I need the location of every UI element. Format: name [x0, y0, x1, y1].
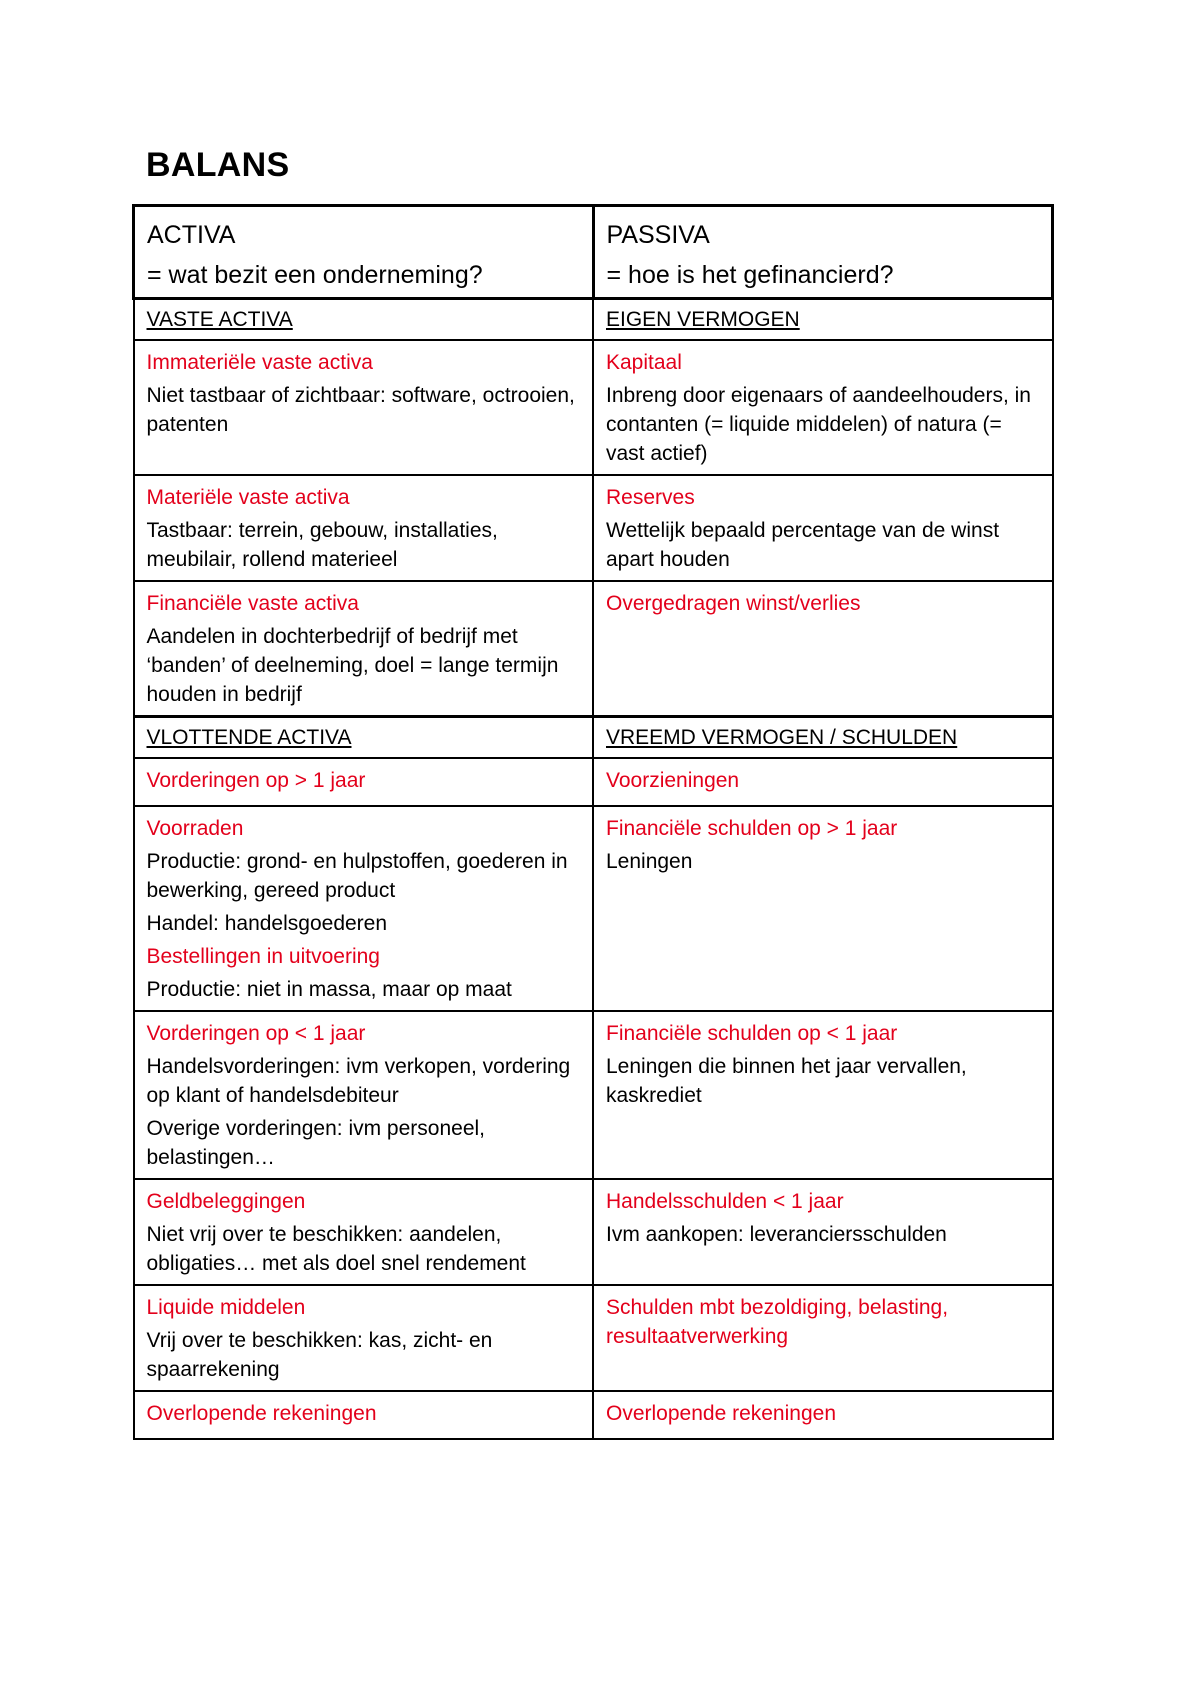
- activa-subtitle: = wat bezit een onderneming?: [147, 261, 483, 289]
- table-row: [134, 1285, 1053, 1391]
- section-header-row: [134, 299, 1053, 341]
- item-heading: Vorderingen op < 1 jaar: [146, 1022, 366, 1045]
- table-row: [134, 340, 1053, 475]
- table-row: [134, 806, 1053, 1011]
- item-heading: Handelsschulden < 1 jaar: [606, 1190, 844, 1213]
- section-heading: VREEMD VERMOGEN / SCHULDEN: [606, 726, 958, 749]
- table-row: [134, 1011, 1053, 1179]
- activa-cell: [134, 1011, 594, 1179]
- table-row: [134, 1179, 1053, 1285]
- activa-title: ACTIVA: [147, 221, 236, 249]
- activa-cell: [134, 758, 594, 806]
- passiva-cell: [593, 806, 1053, 1011]
- item-description: Aandelen in dochterbedrijf of bedrijf met ‘banden’ of deelneming, doel = lange termijn houden in bedrijf: [146, 625, 559, 706]
- item-heading: Financiële schulden op > 1 jaar: [606, 817, 898, 840]
- section-header-row: [134, 717, 1053, 759]
- section-header-cell-right: [593, 717, 1053, 759]
- item-description: Niet vrij over te beschikken: aandelen, obligaties… met als doel snel rendement: [146, 1223, 526, 1275]
- activa-cell: [134, 1391, 594, 1439]
- item-heading: Schulden mbt bezoldiging, belasting, resultaatverwerking: [606, 1296, 949, 1348]
- section-header-cell-left: [134, 299, 594, 341]
- activa-header-cell: [134, 206, 594, 299]
- item-description: Vrij over te beschikken: kas, zicht- en spaarrekening: [146, 1329, 493, 1381]
- item-heading: Immateriële vaste activa: [146, 351, 373, 374]
- passiva-cell: [593, 1179, 1053, 1285]
- activa-cell: [134, 1179, 594, 1285]
- item-description: Overige vorderingen: ivm personeel, belastingen…: [146, 1117, 486, 1169]
- activa-cell: [134, 340, 594, 475]
- item-description: Niet tastbaar of zichtbaar: software, octrooien, patenten: [146, 384, 575, 436]
- activa-cell: [134, 1285, 594, 1391]
- passiva-cell: [593, 475, 1053, 581]
- item-heading: Geldbeleggingen: [146, 1190, 306, 1213]
- table-row: [134, 758, 1053, 806]
- item-description: Leningen die binnen het jaar vervallen, kaskrediet: [606, 1055, 967, 1107]
- section-header-cell-left: [134, 717, 594, 759]
- page-title: BALANS: [146, 146, 290, 184]
- activa-cell: [134, 581, 594, 717]
- item-heading: Overlopende rekeningen: [606, 1402, 836, 1425]
- table-row: [134, 475, 1053, 581]
- item-heading: Kapitaal: [606, 351, 682, 374]
- item-heading: Voorraden: [146, 817, 244, 840]
- passiva-title: PASSIVA: [606, 221, 710, 249]
- passiva-cell: [593, 1011, 1053, 1179]
- passiva-cell: [593, 1285, 1053, 1391]
- balance-sheet-table: [132, 204, 1054, 1440]
- item-description: Productie: niet in massa, maar op maat: [146, 978, 512, 1001]
- item-heading: Overgedragen winst/verlies: [606, 592, 861, 615]
- activa-cell: [134, 806, 594, 1011]
- passiva-cell: [593, 340, 1053, 475]
- item-description: Tastbaar: terrein, gebouw, installaties, meubilair, rollend materieel: [146, 519, 498, 571]
- table-row: [134, 581, 1053, 717]
- table-row: [134, 1391, 1053, 1439]
- item-heading: Overlopende rekeningen: [146, 1402, 377, 1425]
- passiva-cell: [593, 1391, 1053, 1439]
- item-description: Inbreng door eigenaars of aandeelhouders, in contanten (= liquide middelen) of natura (= vast actief): [606, 384, 1031, 465]
- item-heading: Voorzieningen: [606, 769, 740, 792]
- section-heading: EIGEN VERMOGEN: [606, 308, 800, 331]
- item-heading: Liquide middelen: [146, 1296, 306, 1319]
- item-description: Handel: handelsgoederen: [146, 912, 388, 935]
- item-heading: Vorderingen op > 1 jaar: [146, 769, 366, 792]
- passiva-cell: [593, 581, 1053, 717]
- item-heading: Financiële schulden op < 1 jaar: [606, 1022, 898, 1045]
- item-description: Ivm aankopen: leveranciersschulden: [606, 1223, 947, 1246]
- section-heading: VLOTTENDE ACTIVA: [146, 726, 352, 749]
- item-heading: Reserves: [606, 486, 695, 509]
- item-heading: Bestellingen in uitvoering: [146, 945, 380, 968]
- table-header-row: [134, 206, 1053, 299]
- item-description: Productie: grond- en hulpstoffen, goederen in bewerking, gereed product: [146, 850, 568, 902]
- section-heading: VASTE ACTIVA: [146, 308, 293, 331]
- item-heading: Financiële vaste activa: [146, 592, 359, 615]
- passiva-header-cell: [593, 206, 1053, 299]
- section-header-cell-right: [593, 299, 1053, 341]
- item-description: Leningen: [606, 850, 693, 873]
- item-heading: Materiële vaste activa: [146, 486, 350, 509]
- item-description: Wettelijk bepaald percentage van de winst apart houden: [606, 519, 1000, 571]
- item-description: Handelsvorderingen: ivm verkopen, vordering op klant of handelsdebiteur: [146, 1055, 571, 1107]
- passiva-subtitle: = hoe is het gefinancierd?: [606, 261, 894, 289]
- activa-cell: [134, 475, 594, 581]
- passiva-cell: [593, 758, 1053, 806]
